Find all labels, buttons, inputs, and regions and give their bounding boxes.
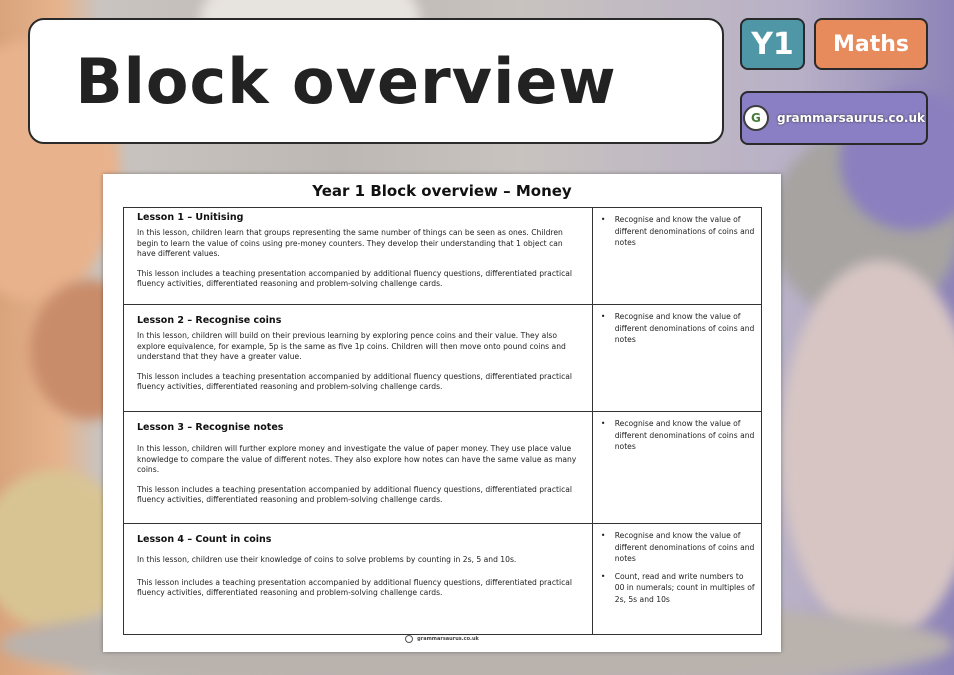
- lesson-description: In this lesson, children use their knowledge of coins to solve problems by counting in 2s, 5 and 10s.: [137, 555, 517, 564]
- objectives-cell: [592, 305, 761, 412]
- objective-item: • Recognise and know the value of different denominations of coins and notes: [609, 214, 755, 249]
- lessons-table: [123, 207, 762, 635]
- title-banner: [28, 18, 724, 144]
- lesson-resources: This lesson includes a teaching presentation accompanied by additional fluency questions, differentiated practical fluency activities, differentiated reasoning and problem-solving challenge cards.: [137, 577, 573, 597]
- page-title: Block overview: [75, 44, 617, 118]
- lesson-title: Lesson 3 – Recognise notes: [137, 422, 284, 433]
- table-row: [124, 524, 762, 635]
- lesson-resources: This lesson includes a teaching presentation accompanied by additional fluency questions, differentiated practical fluency activities, differentiated reasoning and problem-solving challenge cards.: [137, 268, 573, 288]
- lesson-cell: [124, 412, 593, 524]
- subject-badge: Maths: [814, 18, 928, 70]
- lesson-title: Lesson 2 – Recognise coins: [137, 315, 282, 326]
- objective-item: • Recognise and know the value of different denominations of coins and notes: [609, 418, 755, 453]
- logo-text: grammarsaurus.co.uk: [776, 111, 925, 125]
- table-row: [124, 412, 762, 524]
- lesson-description: In this lesson, children will build on their previous learning by exploring pence coins and their value. They also explore equivalence, for example, 5p is the same as five 1p coins. Children will then move onto pound coins and understand that they have a greater value.: [137, 331, 566, 361]
- lesson-title: Lesson 1 – Unitising: [137, 212, 244, 223]
- table-row: [124, 305, 762, 412]
- document-footer: [103, 635, 781, 643]
- objective-item: • Recognise and know the value of different denominations of coins and notes: [609, 311, 755, 346]
- lesson-resources: This lesson includes a teaching presentation accompanied by additional fluency questions, differentiated practical fluency activities, differentiated reasoning and problem-solving challenge cards.: [137, 484, 573, 504]
- document-title: Year 1 Block overview – Money: [312, 182, 572, 200]
- dinosaur-logo-icon: [405, 635, 413, 643]
- lesson-description: In this lesson, children learn that groups representing the same number of things can be seen as ones. Children begin to learn the value of coins using pre-money counters. They develop their understanding that 1 object can have different values.: [137, 228, 563, 258]
- block-overview-document: [103, 174, 781, 652]
- lesson-description: In this lesson, children will further explore money and investigate the value of paper money. They use place value knowledge to compare the value of different notes. They also explore how notes can have the same value as many coins.: [137, 444, 577, 474]
- objectives-cell: [592, 208, 761, 305]
- objectives-cell: [592, 524, 761, 635]
- lesson-title: Lesson 4 – Count in coins: [137, 534, 272, 545]
- lesson-resources: This lesson includes a teaching presentation accompanied by additional fluency questions, differentiated practical fluency activities, differentiated reasoning and problem-solving challenge cards.: [137, 371, 573, 391]
- lesson-cell: [124, 305, 593, 412]
- lesson-cell: [124, 524, 593, 635]
- dinosaur-logo-icon: G: [743, 105, 769, 131]
- footer-text: grammarsaurus.co.uk: [417, 636, 479, 642]
- lesson-cell: [124, 208, 593, 305]
- objectives-cell: [592, 412, 761, 524]
- grammarsaurus-logo-link[interactable]: [740, 91, 928, 145]
- table-row: [124, 208, 762, 305]
- objective-item: • Count, read and write numbers to 00 in numerals; count in multiples of 2s, 5s and 10s: [609, 571, 755, 606]
- objective-item: • Recognise and know the value of different denominations of coins and notes: [609, 530, 755, 565]
- year-badge: Y1: [740, 18, 805, 70]
